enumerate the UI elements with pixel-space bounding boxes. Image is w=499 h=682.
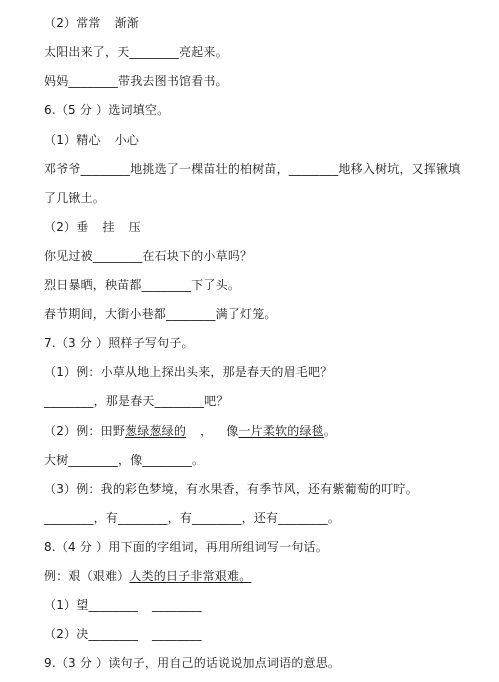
fill-blank[interactable]: ________	[129, 45, 180, 59]
fill-blank[interactable]: ________	[92, 249, 143, 263]
fill-blank[interactable]: ________	[88, 598, 139, 612]
fill-blank[interactable]: ________	[118, 511, 168, 525]
fill-blank[interactable]: ________	[152, 627, 202, 641]
fill-blank[interactable]: ________	[68, 74, 119, 88]
q8-item-2: （2）决________ ________	[44, 627, 202, 641]
q6-sentence-seedlings: 烈日暴晒，秧苗都________下了头。	[44, 278, 241, 292]
q6-word-choice-2: （2）垂 挂 压	[44, 220, 141, 234]
q5-word-choice-2: （2）常常 渐渐	[44, 16, 140, 30]
fill-blank[interactable]: ________	[80, 162, 131, 176]
fill-blank[interactable]: ________	[288, 162, 339, 176]
q6-sentence-lanterns: 春节期间，大街小巷都________满了灯笼。	[44, 307, 277, 321]
q6-sentence-grandpa: 邓爷爷________地挑选了一棵苗壮的柏树苗，________地移入树坑，又挥锹填	[44, 162, 461, 176]
fill-blank[interactable]: ________	[88, 627, 139, 641]
q7-answer-1: ________，那是春天________吧？	[44, 394, 229, 408]
q6-sentence-grandpa-cont: 了几锹土。	[44, 191, 106, 205]
fill-blank[interactable]: ________	[192, 511, 242, 525]
q8-item-1: （1）望________ ________	[44, 598, 202, 612]
question-6-heading: 6.（5 分 ）选词填空。	[44, 103, 170, 117]
question-9-heading: 9.（3 分 ）读句子，用自己的话说说加点词语的意思。	[44, 656, 341, 670]
q5-sentence-sun: 太阳出来了，天________亮起来。	[44, 45, 228, 59]
underlined-phrase: 一片柔软的绿毯	[238, 424, 324, 438]
q7-example-2: （2）例：田野葱绿葱绿的 ， 像一片柔软的绿毯。	[44, 424, 337, 438]
fill-blank[interactable]: ________	[142, 453, 193, 467]
question-8-heading: 8.（4 分 ）用下面的字组词，再用所组词写一句话。	[44, 540, 328, 554]
q5-sentence-mom: 妈妈________带我去图书馆看书。	[44, 74, 228, 88]
fill-blank[interactable]: ________	[44, 511, 94, 525]
fill-blank[interactable]: ________	[154, 394, 205, 408]
q7-example-3: （3）例：我的彩色梦境，有水果香，有季节风，还有紫葡萄的叮咛。	[44, 482, 418, 496]
q6-word-choice-1: （1）精心 小心	[44, 133, 140, 147]
fill-blank[interactable]: ________	[152, 598, 202, 612]
question-7-heading: 7.（3 分 ）照样子写句子。	[44, 336, 194, 350]
fill-blank[interactable]: ________	[44, 394, 94, 408]
q7-answer-2: 大树________，像________。	[44, 453, 205, 467]
q8-example: 例：艰（艰难）人类的日子非常艰难。	[44, 569, 252, 583]
q7-answer-3: ________，有________，有________，还有________。	[44, 511, 341, 525]
fill-blank[interactable]: ________	[166, 307, 216, 321]
fill-blank[interactable]: ________	[278, 511, 328, 525]
q7-example-1: （1）例：小草从地上探出头来，那是春天的眉毛吧？	[44, 365, 333, 379]
fill-blank[interactable]: ________	[68, 453, 119, 467]
fill-blank[interactable]: ________	[141, 278, 192, 292]
q6-sentence-grass: 你见过被________在石块下的小草吗？	[44, 249, 253, 263]
underlined-phrase: 人类的日子非常艰难。	[129, 569, 252, 583]
underlined-phrase: 葱绿葱绿的	[125, 424, 187, 438]
